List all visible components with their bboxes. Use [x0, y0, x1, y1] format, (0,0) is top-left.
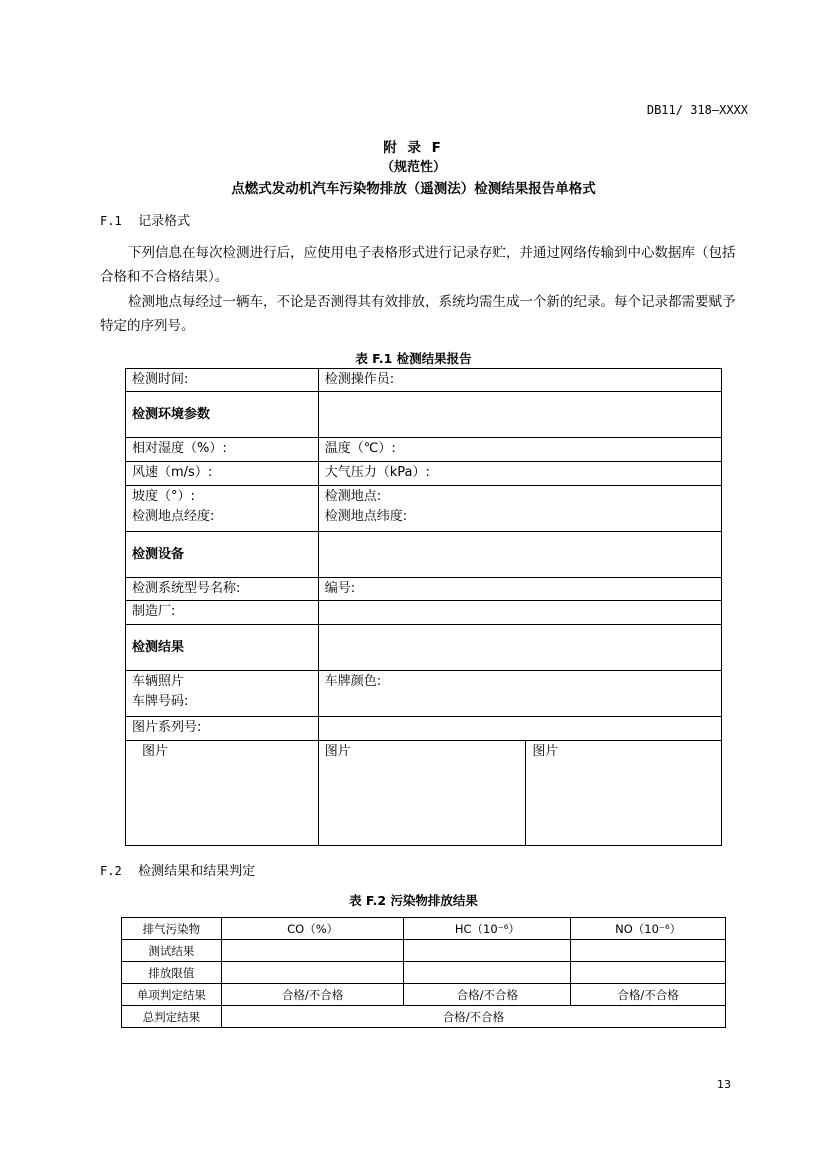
section-f2-heading: [100, 860, 255, 879]
page-number: 13: [717, 1078, 731, 1091]
section-number: F.2: [100, 864, 122, 878]
document-code: DB11/ 318—XXXX: [646, 103, 748, 117]
co-test-value: [221, 940, 404, 962]
location-label: 检测地点:: [324, 489, 382, 504]
section-f1-heading: [100, 210, 190, 229]
no-judgement: 合格/不合格: [571, 984, 726, 1006]
manufacturer-cell: 制造厂:: [126, 601, 319, 625]
section-number: F.1: [100, 214, 122, 228]
hc-test-value: [404, 940, 571, 962]
emission-results-table: [121, 917, 726, 1028]
header-hc: HC（10⁻⁶）: [404, 918, 571, 940]
pic-serial-value: [318, 717, 721, 741]
section-title: 检测结果和结果判定: [138, 864, 256, 879]
pic-serial-cell: 图片系列号:: [126, 717, 319, 741]
appendix-title: 点燃式发动机汽车污染物排放（遥测法）检测结果报告单格式: [231, 181, 596, 197]
section-title: 记录格式: [138, 214, 191, 229]
humidity-cell: 相对湿度（%）:: [126, 438, 319, 462]
appendix-type: （规范性）: [380, 160, 446, 175]
co-judgement: 合格/不合格: [221, 984, 404, 1006]
header-pollutant: 排气污染物: [122, 918, 222, 940]
hc-limit-value: [404, 962, 571, 984]
total-judgement: 合格/不合格: [221, 1006, 725, 1028]
no-test-value: [571, 940, 726, 962]
header-no: NO（10⁻⁶）: [571, 918, 726, 940]
result-cell: 检测结果: [126, 625, 319, 671]
plate-number-label: 车牌号码:: [132, 694, 189, 709]
picture-slot-1: 图片: [126, 741, 319, 846]
latitude-label: 检测地点纬度:: [324, 509, 408, 524]
vehicle-photo-cell: [126, 671, 319, 717]
picture-slot-3: 图片: [526, 741, 722, 846]
no-limit-value: [571, 962, 726, 984]
model-name-cell: 检测系统型号名称:: [126, 578, 319, 601]
picture-slot-2: 图片: [318, 741, 526, 846]
serial-cell: 编号:: [318, 578, 721, 601]
slope-label: 坡度（°）:: [132, 489, 195, 504]
header-co: CO（%）: [221, 918, 404, 940]
wind-speed-cell: 风速（m/s）:: [126, 462, 319, 486]
table-f2-caption: 表 F.2 污染物排放结果: [349, 893, 478, 908]
operator-cell: 检测操作员:: [318, 369, 721, 392]
row-test-result: 测试结果: [122, 940, 222, 962]
vehicle-photo-label: 车辆照片: [132, 674, 185, 689]
hc-judgement: 合格/不合格: [404, 984, 571, 1006]
co-limit-value: [221, 962, 404, 984]
env-params-value: [318, 392, 721, 438]
row-item-judgement: 单项判定结果: [122, 984, 222, 1006]
table-f1-caption: 表 F.1 检测结果报告: [355, 351, 472, 366]
equipment-value: [318, 532, 721, 578]
pressure-cell: 大气压力（kPa）:: [318, 462, 721, 486]
detect-time-cell: 检测时间:: [126, 369, 319, 392]
paragraph-1: 下列信息在每次检测进行后，应使用电子表格形式进行记录存贮，并通过网络传输到中心数据库（包括合格和不合格结果）。: [100, 245, 736, 285]
slope-longitude-cell: [126, 486, 319, 532]
location-latitude-cell: [318, 486, 721, 532]
plate-color-cell: 车牌颜色:: [318, 671, 721, 717]
row-total-judgement: 总判定结果: [122, 1006, 222, 1028]
result-value: [318, 625, 721, 671]
paragraph-2: 检测地点每经过一辆车，不论是否测得其有效排放，系统均需生成一个新的纪录。每个记录都需要赋予特定的序列号。: [100, 294, 736, 334]
equipment-cell: 检测设备: [126, 532, 319, 578]
row-limit: 排放限值: [122, 962, 222, 984]
longitude-label: 检测地点经度:: [132, 509, 215, 524]
appendix-heading: 附 录 F: [383, 140, 444, 156]
manufacturer-value: [318, 601, 721, 625]
temperature-cell: 温度（℃）:: [318, 438, 721, 462]
detection-report-table: [125, 368, 722, 846]
env-params-cell: 检测环境参数: [126, 392, 319, 438]
